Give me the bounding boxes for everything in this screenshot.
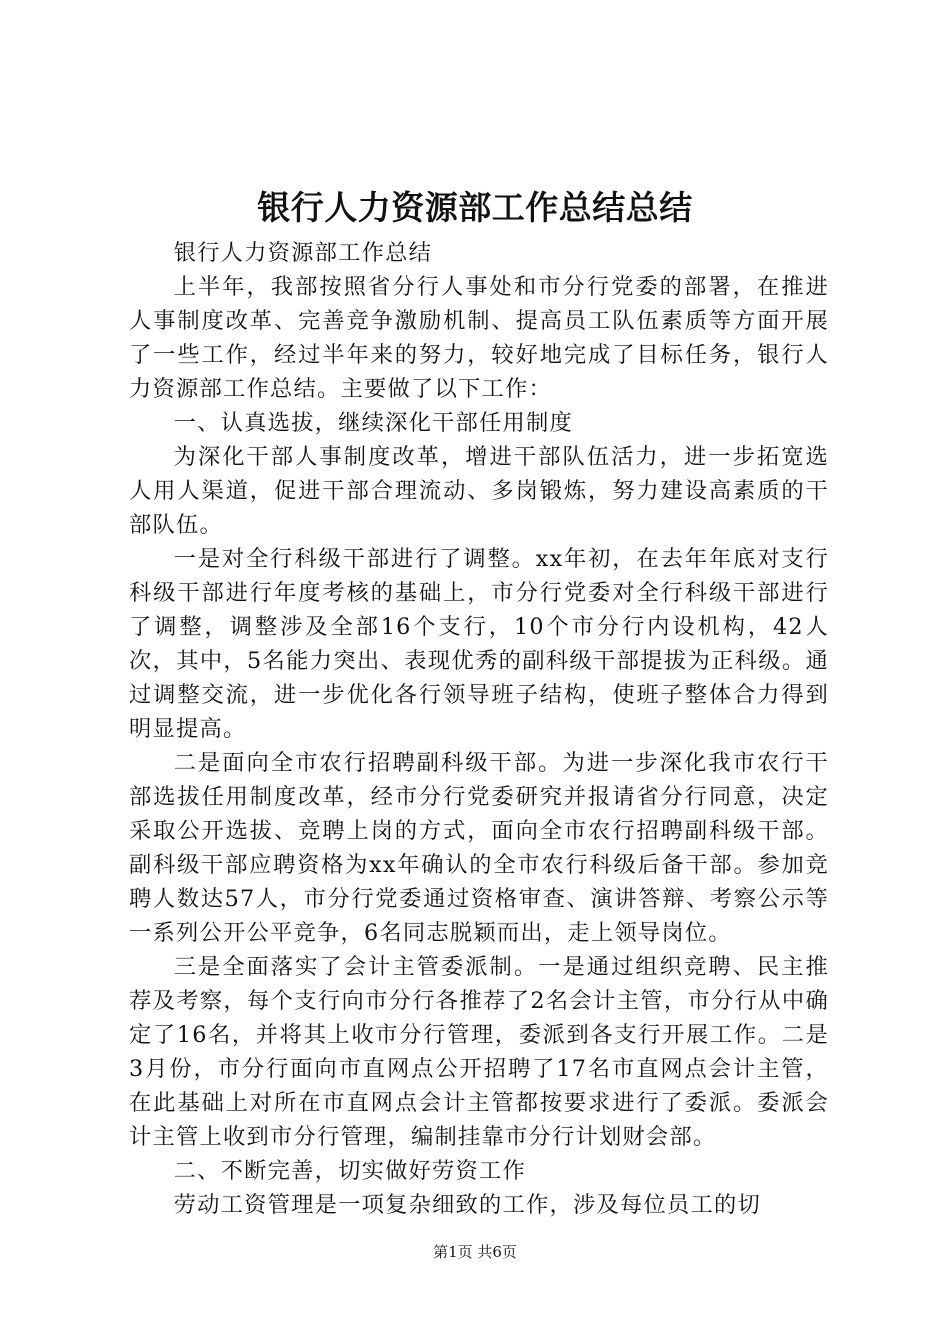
paragraph: 三是全面落实了会计主管委派制。一是通过组织竞聘、民主推荐及考察，每个支行向市分行各推荐了2名会计主管，市分行从中确定了16名，并将其上收市分行管理，委派到各支行开展工作。二是3月份，市分行面向市直网点公开招聘了17名市直网点会计主管，在此基础上对所在市直网点会计主管都按要求进行了委派。委派会计主管上收到市分行管理，编制挂靠市分行计划财会部。 [129, 954, 829, 1150]
section-heading-1: 一、认真选拔，继续深化干部任用制度 [173, 410, 574, 436]
paragraph: 为深化干部人事制度改革，增进干部队伍活力，进一步拓宽选人用人渠道，促进干部合理流动、多岗锻炼，努力建设高素质的干部队伍。 [129, 444, 829, 538]
document-title: 银行人力资源部工作总结总结 [257, 188, 693, 227]
paragraph: 一是对全行科级干部进行了调整。xx年初，在去年年底对支行科级干部进行年度考核的基础上，市分行党委对全行科级干部进行了调整，调整涉及全部16个支行，10个市分行内设机构，42人次，其中，5名能力突出、表现优秀的副科级干部提拔为正科级。通过调整交流，进一步优化各行领导班子结构，使班子整体合力得到明显提高。 [129, 546, 829, 742]
paragraph-subtitle: 银行人力资源部工作总结 [173, 240, 433, 266]
paragraph: 劳动工资管理是一项复杂细致的工作，涉及每位员工的切 [173, 1192, 762, 1218]
page-number-footer: 第1页 共6页 [433, 1243, 517, 1261]
paragraph-intro: 上半年，我部按照省分行人事处和市分行党委的部署，在推进人事制度改革、完善竞争激励机制、提高员工队伍素质等方面开展了一些工作，经过半年来的努力，较好地完成了目标任务，银行人力资源部工作总结。主要做了以下工作： [129, 274, 829, 402]
document-body [129, 236, 829, 1222]
paragraph: 二是面向全市农行招聘副科级干部。为进一步深化我市农行干部选拔任用制度改革，经市分行党委研究并报请省分行同意，决定采取公开选拔、竞聘上岗的方式，面向全市农行招聘副科级干部。副科级干部应聘资格为xx年确认的全市农行科级后备干部。参加竞聘人数达57人，市分行党委通过资格审查、演讲答辩、考察公示等一系列公开公平竞争，6名同志脱颖而出，走上领导岗位。 [129, 750, 829, 946]
section-heading-2: 二、不断完善，切实做好劳资工作 [173, 1158, 527, 1184]
